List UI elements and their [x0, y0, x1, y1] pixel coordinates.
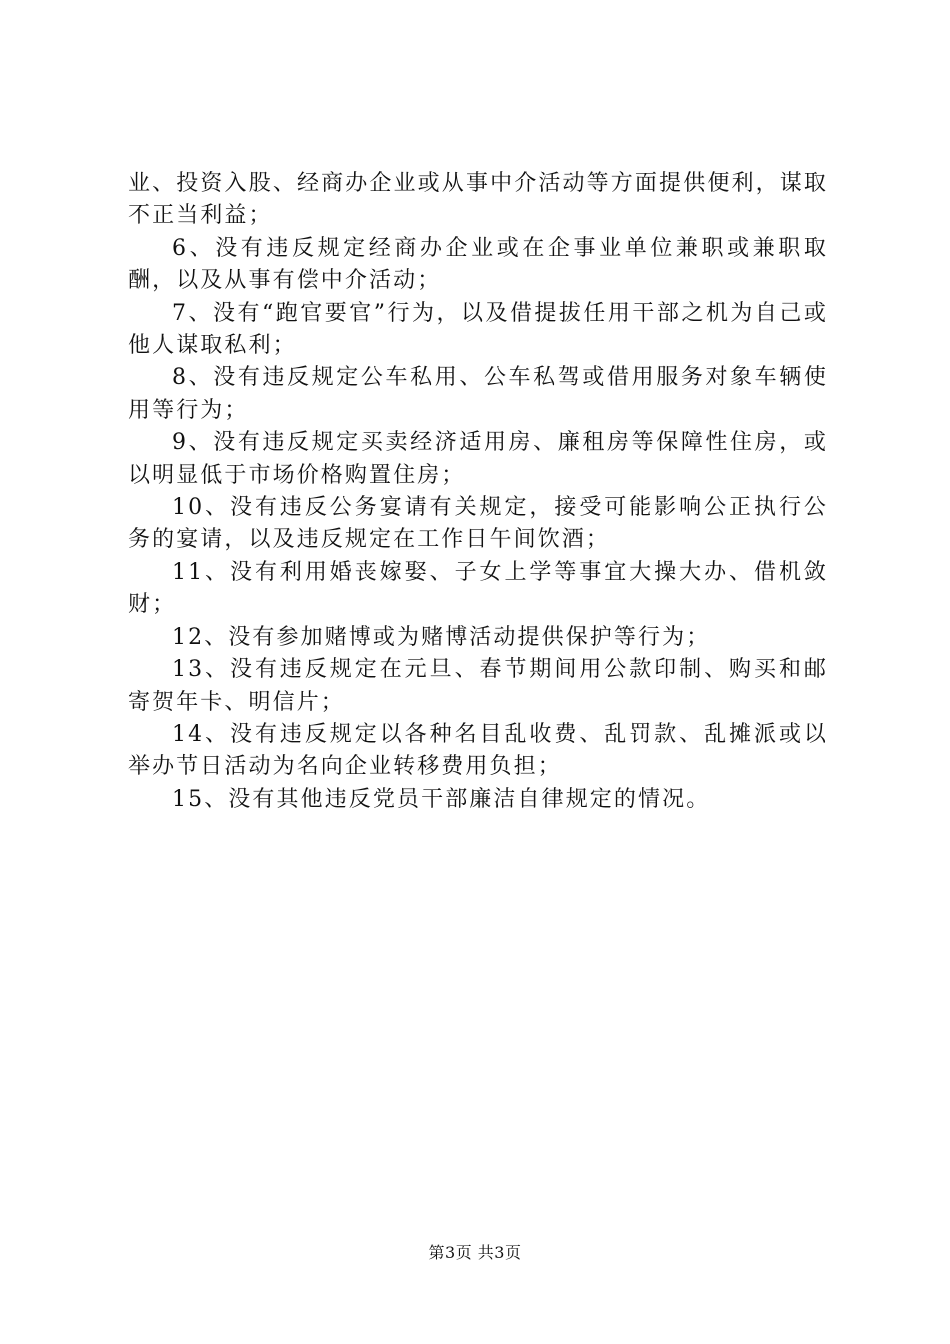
paragraph-item-10: 10、没有违反公务宴请有关规定，接受可能影响公正执行公务的宴请，以及违反规定在工作日午间饮酒；: [128, 495, 828, 553]
paragraph-item-12: 12、没有参加赌博或为赌博活动提供保护等行为；: [172, 624, 711, 650]
document-body: [128, 168, 828, 816]
paragraph-item-6: 6、没有违反规定经商办企业或在企事业单位兼职或兼职取酬，以及从事有偿中介活动；: [128, 235, 828, 294]
paragraph-item-8: 8、没有违反规定公车私用、公车私驾或借用服务对象车辆使用等行为；: [128, 365, 828, 423]
page-footer: 第3页 共3页: [428, 1243, 522, 1262]
paragraph-item-7: 7、没有“跑官要官”行为，以及借提拔任用干部之机为自己或他人谋取私利；: [128, 300, 828, 359]
paragraph-item-15: 15、没有其他违反党员干部廉洁自律规定的情况。: [172, 786, 711, 812]
paragraph-item-13: 13、没有违反规定在元旦、春节期间用公款印制、购买和邮寄贺年卡、明信片；: [128, 657, 828, 715]
paragraph-item-11: 11、没有利用婚丧嫁娶、子女上学等事宜大操大办、借机敛财；: [128, 559, 828, 618]
paragraph-item-9: 9、没有违反规定买卖经济适用房、廉租房等保障性住房，或以明显低于市场价格购置住房；: [128, 430, 828, 488]
paragraph-continuation: 业、投资入股、经商办企业或从事中介活动等方面提供便利，谋取不正当利益；: [128, 171, 828, 229]
paragraph-item-14: 14、没有违反规定以各种名目乱收费、乱罚款、乱摊派或以举办节日活动为名向企业转移费用负担；: [128, 721, 828, 780]
